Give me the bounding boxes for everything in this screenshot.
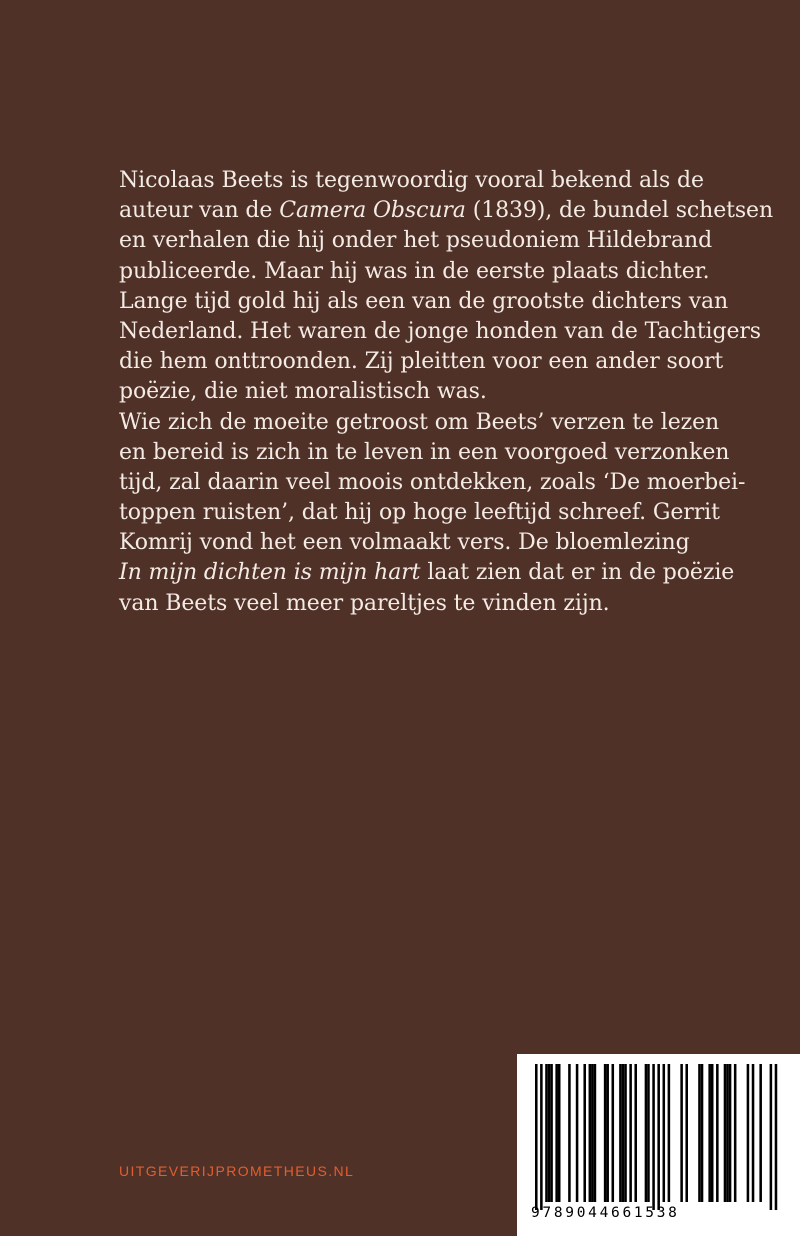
barcode-bar — [568, 1064, 571, 1202]
blurb-text: Nicolaas Beets is tegenwoordig vooral bekend als de — [119, 168, 704, 193]
barcode-bar — [583, 1064, 586, 1202]
barcode-bar — [657, 1064, 660, 1210]
barcode-bar — [634, 1064, 637, 1202]
blurb-line — [119, 166, 799, 196]
blurb-text: en verhalen die hij onder het pseudoniem Hildebrand — [119, 228, 713, 254]
barcode-bar — [548, 1064, 551, 1202]
barcode-bar — [708, 1064, 711, 1202]
blurb-line — [119, 589, 799, 619]
blurb-text: tijd, zal daarin veel moois ontdekken, zoals ‘De moerbei- — [119, 469, 746, 495]
barcode-bar — [747, 1064, 750, 1202]
barcode-bar — [604, 1064, 607, 1202]
back-cover-blurb — [119, 166, 799, 619]
barcode-bar — [594, 1064, 597, 1202]
barcode-bar — [629, 1064, 632, 1202]
barcode-bar — [734, 1064, 737, 1202]
barcode-bar — [716, 1064, 719, 1202]
barcode-bar — [591, 1064, 594, 1202]
blurb-text: die hem onttroonden. Zij pleitten voor een ander soort — [119, 349, 724, 375]
blurb-line — [119, 377, 799, 407]
blurb-text: en bereid is zich in te leven in een voorgoed verzonken — [119, 439, 730, 465]
barcode-bar — [729, 1064, 732, 1202]
barcode-bar — [701, 1064, 704, 1202]
blurb-text: toppen ruisten’, dat hij op hoge leeftijd schreef. Gerrit — [119, 500, 720, 526]
blurb-text: laat zien dat er in de poëzie — [420, 560, 735, 586]
blurb-text: van Beets veel meer pareltjes te vinden zijn. — [119, 590, 610, 616]
blurb-text: poëzie, die niet moralistisch was. — [119, 379, 487, 405]
blurb-line — [119, 408, 799, 438]
barcode-bar — [647, 1064, 650, 1202]
blurb-text: Wie zich de moeite getroost om Beets’ verzen te lezen — [119, 409, 720, 435]
barcode-bar — [711, 1064, 714, 1202]
barcode-bar — [624, 1064, 627, 1202]
blurb-line — [119, 287, 799, 317]
blurb-text: Lange tijd gold hij als een van de grootste dichters van — [119, 288, 729, 314]
blurb-text: publiceerde. Maar hij was in de eerste plaats dichter. — [119, 258, 710, 284]
barcode-bar — [550, 1064, 553, 1202]
blurb-line — [119, 257, 799, 287]
barcode-bar — [576, 1064, 579, 1202]
blurb-line — [119, 196, 799, 226]
blurb-text: Komrij vond het een volmaakt vers. De bloemlezing — [119, 530, 690, 556]
barcode-bar — [680, 1064, 683, 1202]
blurb-title-italic: Camera Obscura — [279, 198, 466, 224]
publisher-website-link[interactable]: UITGEVERIJPROMETHEUS.NL — [119, 1163, 355, 1179]
blurb-line — [119, 226, 799, 256]
blurb-line — [119, 528, 799, 558]
barcode-bar — [645, 1064, 648, 1202]
blurb-text: Nederland. Het waren de jonge honden van de Tachtigers — [119, 318, 761, 344]
blurb-text: (1839), de bundel schetsen — [465, 198, 774, 224]
barcode-bar — [663, 1064, 666, 1202]
barcode-bar — [752, 1064, 755, 1202]
barcode-bar — [775, 1064, 778, 1210]
blurb-line — [119, 558, 799, 588]
blurb-line — [119, 438, 799, 468]
blurb-text: auteur van de — [119, 198, 280, 224]
barcode-bar — [555, 1064, 558, 1202]
blurb-title-italic: In mijn dichten is mijn hart — [119, 560, 421, 586]
isbn-number: 9789044661538 — [531, 1205, 680, 1221]
barcode-bar — [652, 1064, 655, 1210]
barcode-bar — [770, 1064, 773, 1210]
barcode-bar — [535, 1064, 538, 1210]
barcode-bar — [612, 1064, 615, 1202]
barcode-bar — [726, 1064, 729, 1202]
barcode-bar — [540, 1064, 543, 1210]
barcode-bar — [545, 1064, 548, 1202]
blurb-line — [119, 317, 799, 347]
barcode-bar — [685, 1064, 688, 1202]
barcode-bar — [759, 1064, 762, 1202]
blurb-line — [119, 468, 799, 498]
barcode-bar — [698, 1064, 701, 1202]
barcode-bar — [606, 1064, 609, 1202]
barcode-bar — [724, 1064, 727, 1202]
barcode-bar — [558, 1064, 561, 1202]
barcode-bar — [589, 1064, 592, 1202]
blurb-line — [119, 498, 799, 528]
barcode-bar — [622, 1064, 625, 1202]
isbn-barcode — [517, 1054, 800, 1236]
barcode-bar — [619, 1064, 622, 1202]
barcode-bar — [668, 1064, 671, 1202]
blurb-line — [119, 347, 799, 377]
